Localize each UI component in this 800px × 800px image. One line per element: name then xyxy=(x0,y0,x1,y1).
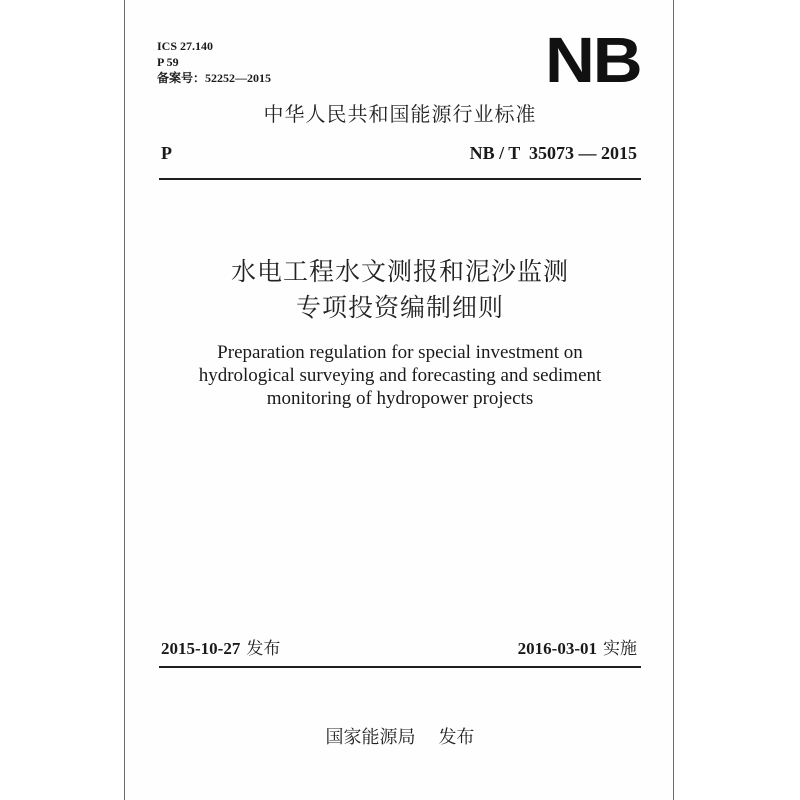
top-divider xyxy=(159,178,641,180)
english-title-line: hydrological surveying and forecasting and sediment xyxy=(198,365,602,386)
nb-logo: NB xyxy=(545,24,641,96)
implement-date: 2016-03-01 xyxy=(517,639,597,658)
standard-body-name: 中华人民共和国能源行业标准 xyxy=(263,102,537,126)
category-letter: P xyxy=(161,143,172,163)
ics-code: ICS 27.140 xyxy=(157,39,214,53)
issue-date-block xyxy=(161,637,280,661)
chinese-title-line: 专项投资编制细则 xyxy=(295,293,504,322)
english-title-line: Preparation regulation for special investment on xyxy=(217,342,583,363)
publisher-label: 发布 xyxy=(438,727,475,748)
standard-cover xyxy=(124,0,674,800)
implement-date-block xyxy=(518,637,637,661)
issue-date: 2015-10-27 xyxy=(161,639,241,658)
publisher-org: 国家能源局 xyxy=(325,727,416,748)
english-title xyxy=(125,341,675,410)
chinese-title-line: 水电工程水文测报和泥沙监测 xyxy=(230,257,569,286)
english-title-line: monitoring of hydropower projects xyxy=(266,388,534,409)
publisher-line xyxy=(125,726,675,750)
implement-label: 实施 xyxy=(603,639,637,659)
bottom-divider xyxy=(159,666,641,668)
standard-number: NB / T 35073 — 2015 xyxy=(469,143,637,163)
classification-code: P 59 xyxy=(157,55,179,69)
cover-metadata xyxy=(157,38,271,86)
record-number: 备案号：52252—2015 xyxy=(157,71,272,85)
issue-label: 发布 xyxy=(246,639,281,659)
chinese-title xyxy=(125,254,675,326)
